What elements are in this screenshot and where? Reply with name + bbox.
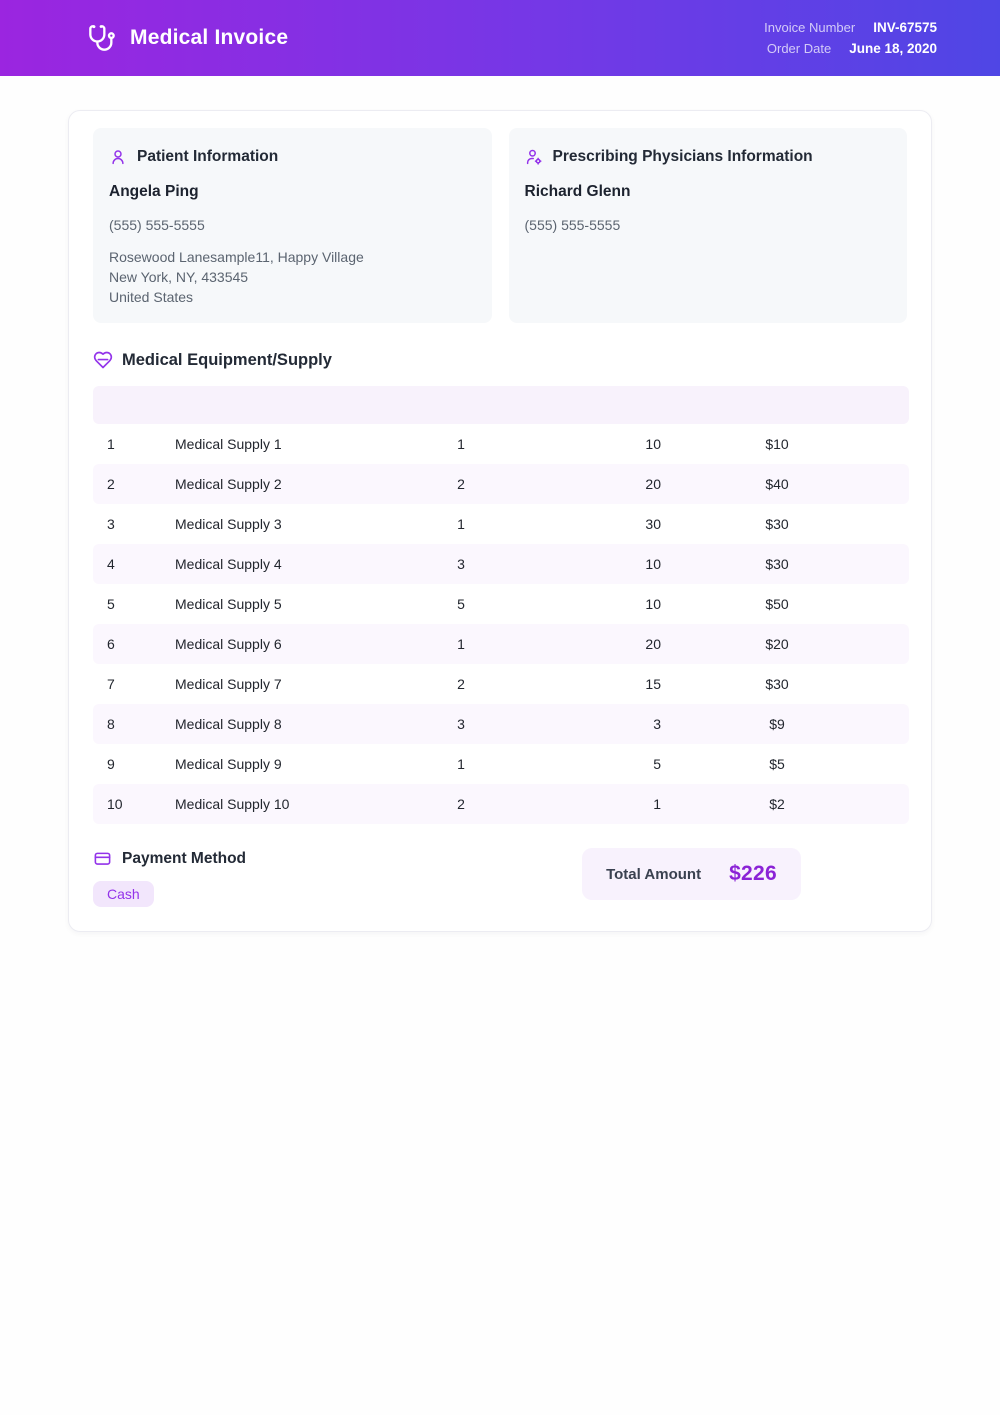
row-total: $30 xyxy=(671,544,909,584)
row-total: $9 xyxy=(671,704,909,744)
row-total: $30 xyxy=(765,516,789,532)
row-price: 10 xyxy=(531,544,671,584)
row-description: Medical Supply 3 xyxy=(175,516,282,532)
supplies-table-header xyxy=(93,386,909,424)
row-description: Medical Supply 2 xyxy=(175,464,391,504)
table-row xyxy=(93,504,909,544)
total-amount-label: Total Amount xyxy=(606,865,702,883)
row-description: Medical Supply 7 xyxy=(175,676,282,692)
row-quantity: 3 xyxy=(391,544,531,584)
row-quantity: 1 xyxy=(457,516,465,532)
row-number: 6 xyxy=(93,624,175,664)
row-price: 3 xyxy=(531,704,671,744)
order-date-label: Order Date xyxy=(766,41,832,56)
invoice-meta xyxy=(764,20,937,56)
invoice-number-label: Invoice Number xyxy=(764,20,856,35)
payment-heading xyxy=(93,849,246,868)
total-amount-value: $226 xyxy=(729,862,777,885)
row-quantity: 1 xyxy=(391,624,531,664)
payment-method-badge: Cash xyxy=(93,881,154,907)
row-number: 4 xyxy=(93,544,175,584)
row-price: 1 xyxy=(531,784,671,824)
row-quantity: 2 xyxy=(391,464,531,504)
physician-panel xyxy=(509,128,908,323)
row-total: $2 xyxy=(671,784,909,824)
row-price: 20 xyxy=(531,624,671,664)
payment-block xyxy=(93,849,246,907)
heart-pulse-icon xyxy=(93,350,113,370)
patient-name: Angela Ping xyxy=(109,183,199,200)
row-quantity: 2 xyxy=(457,676,465,692)
row-description: Medical Supply 1 xyxy=(175,436,282,452)
row-quantity: 3 xyxy=(391,704,531,744)
row-number: 1 xyxy=(107,436,115,452)
header-bar xyxy=(0,0,1000,76)
physician-name: Richard Glenn xyxy=(524,183,631,200)
payment-section-title: Payment Method xyxy=(122,849,247,867)
row-total: $50 xyxy=(765,596,789,612)
row-total: $10 xyxy=(765,436,789,452)
patient-address xyxy=(109,247,476,307)
row-total: $30 xyxy=(765,676,789,692)
header-brand xyxy=(88,24,288,52)
footer-row xyxy=(93,849,907,907)
row-price: 10 xyxy=(645,596,661,612)
physician-phone: (555) 555-5555 xyxy=(524,217,621,233)
order-date-value: June 18, 2020 xyxy=(849,41,937,56)
row-description: Medical Supply 6 xyxy=(175,624,391,664)
row-number: 2 xyxy=(93,464,175,504)
row-quantity: 1 xyxy=(457,756,465,772)
row-total: $20 xyxy=(671,624,909,664)
table-row xyxy=(93,624,909,664)
patient-address-line1: Rosewood Lanesample11, Happy Village xyxy=(109,249,364,265)
row-description: Medical Supply 5 xyxy=(175,596,282,612)
row-description: Medical Supply 4 xyxy=(175,544,391,584)
row-total: $5 xyxy=(769,756,785,772)
row-description: Medical Supply 9 xyxy=(175,756,282,772)
row-price: 10 xyxy=(645,436,661,452)
patient-heading xyxy=(109,148,476,166)
row-price: 5 xyxy=(653,756,661,772)
table-row xyxy=(93,744,909,784)
patient-address-line2: New York, NY, 433545 xyxy=(109,269,249,285)
table-row xyxy=(93,704,909,744)
table-row xyxy=(93,664,909,704)
row-number: 5 xyxy=(107,596,115,612)
row-price: 15 xyxy=(645,676,661,692)
row-description: Medical Supply 8 xyxy=(175,704,391,744)
stethoscope-icon xyxy=(88,24,116,52)
patient-panel xyxy=(93,128,492,323)
row-price: 20 xyxy=(531,464,671,504)
row-number: 10 xyxy=(93,784,175,824)
table-row xyxy=(93,464,909,504)
user-cog-icon xyxy=(525,148,543,166)
table-row xyxy=(93,424,909,464)
row-quantity: 5 xyxy=(457,596,465,612)
info-panels xyxy=(93,128,907,323)
total-amount-box xyxy=(582,848,801,900)
row-number: 3 xyxy=(107,516,115,532)
table-row xyxy=(93,544,909,584)
physician-section-title: Prescribing Physicians Information xyxy=(552,148,813,165)
page-title: Medical Invoice xyxy=(130,26,289,49)
invoice-number-row xyxy=(764,20,937,35)
patient-section-title: Patient Information xyxy=(137,148,279,165)
table-row xyxy=(93,784,909,824)
row-number: 9 xyxy=(107,756,115,772)
table-header-row xyxy=(93,386,909,424)
invoice-number-value: INV-67575 xyxy=(873,20,937,35)
supplies-table-body xyxy=(93,424,909,824)
row-total: $40 xyxy=(671,464,909,504)
row-description: Medical Supply 10 xyxy=(175,784,391,824)
table-row xyxy=(93,584,909,624)
order-date-row xyxy=(764,41,937,56)
supplies-table xyxy=(93,386,909,824)
credit-card-icon xyxy=(93,849,112,868)
row-quantity: 1 xyxy=(457,436,465,452)
row-quantity: 2 xyxy=(391,784,531,824)
row-price: 30 xyxy=(645,516,661,532)
patient-phone: (555) 555-5555 xyxy=(109,217,205,233)
supplies-heading xyxy=(93,350,907,370)
row-number: 8 xyxy=(93,704,175,744)
user-icon xyxy=(109,148,127,166)
physician-heading xyxy=(525,148,892,166)
row-number: 7 xyxy=(107,676,115,692)
supplies-section-title: Medical Equipment/Supply xyxy=(122,350,332,369)
invoice-card xyxy=(68,110,932,932)
patient-address-line3: United States xyxy=(109,289,194,305)
